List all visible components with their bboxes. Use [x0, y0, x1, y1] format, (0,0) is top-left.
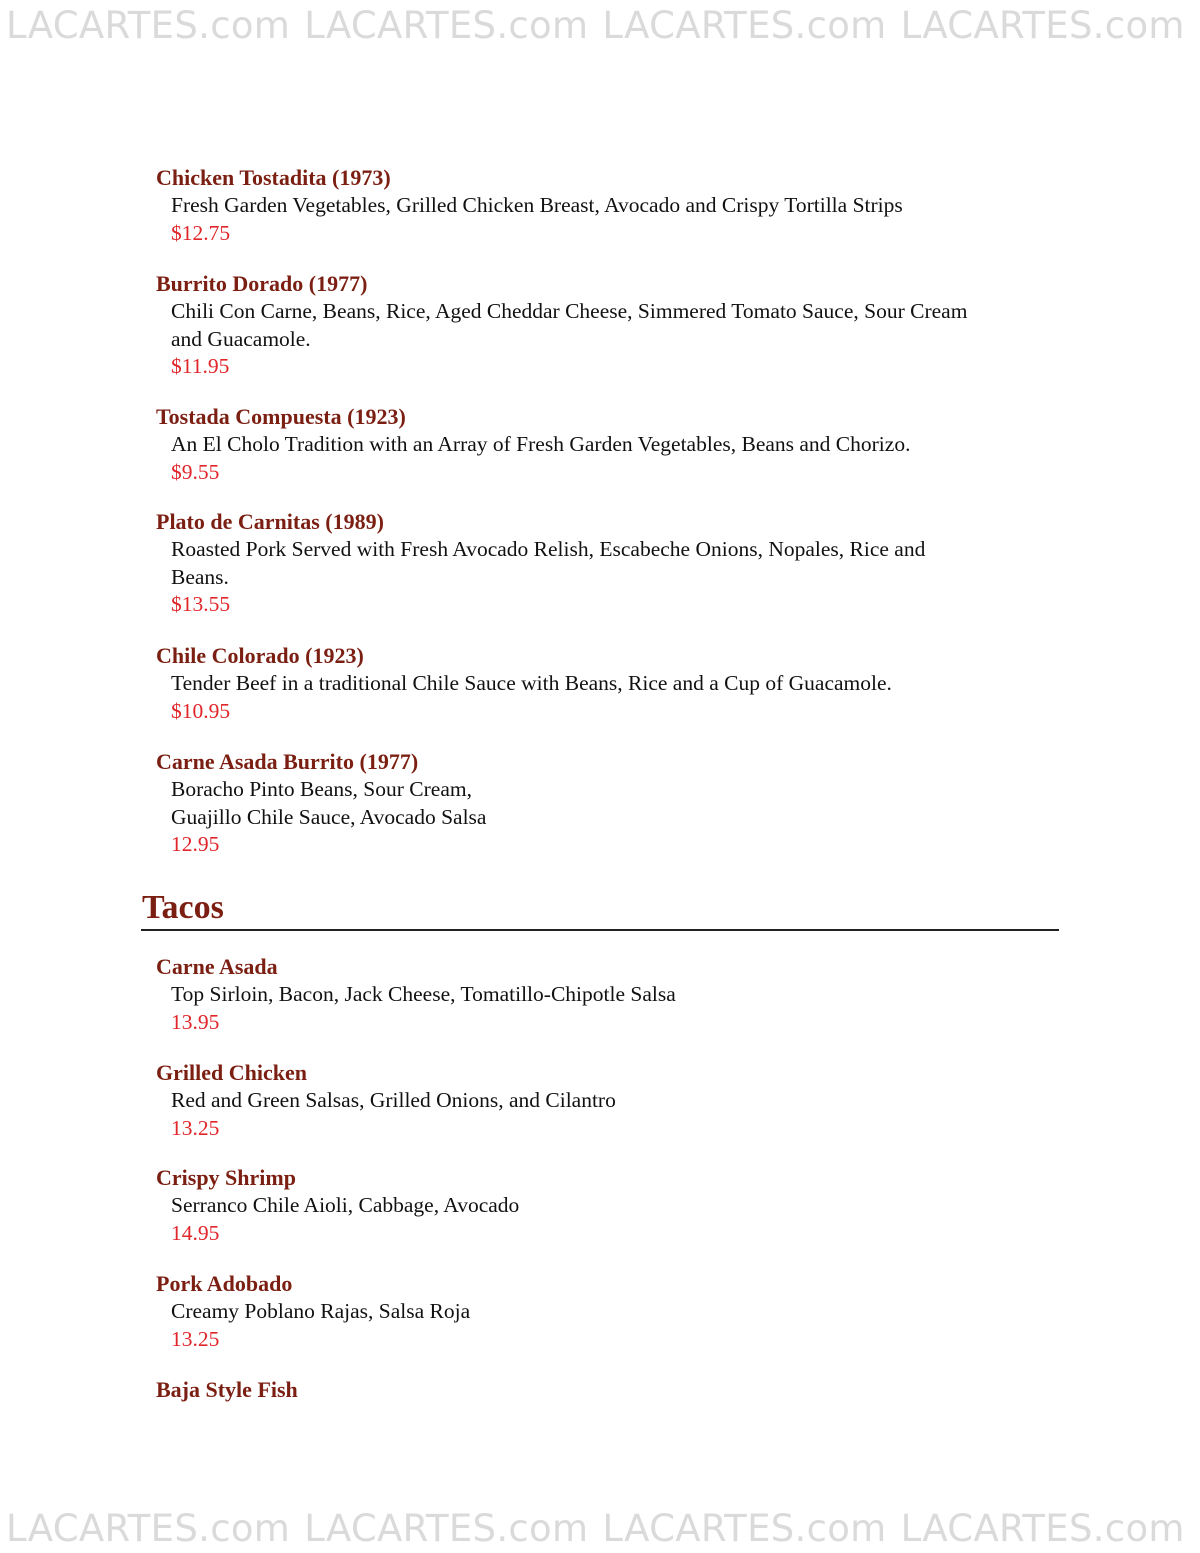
item-description-line-1: Boracho Pinto Beans, Sour Cream,	[171, 777, 472, 801]
item-name: Grilled Chicken	[156, 1060, 307, 1085]
item-price: 14.95	[171, 1220, 220, 1245]
item-name: Carne Asada Burrito (1977)	[156, 749, 419, 774]
menu-item-burrito-dorado	[156, 270, 1056, 381]
menu-item-taco-baja-style-fish	[156, 1376, 1056, 1404]
menu-item-taco-crispy-shrimp	[156, 1164, 1056, 1247]
watermark-top: LACARTES.com LACARTES.com LACARTES.com LACARTES.com	[6, 7, 1185, 44]
item-name: Burrito Dorado (1977)	[156, 271, 368, 296]
item-name: Crispy Shrimp	[156, 1165, 296, 1190]
menu-item-plato-de-carnitas	[156, 508, 1056, 619]
menu-item-taco-pork-adobado	[156, 1270, 1056, 1353]
item-name: Chile Colorado (1923)	[156, 643, 364, 668]
menu-item-taco-carne-asada	[156, 953, 1056, 1036]
item-name: Pork Adobado	[156, 1271, 293, 1296]
item-description: Tender Beef in a traditional Chile Sauce with Beans, Rice and a Cup of Guacamole.	[171, 671, 892, 695]
item-price: $13.55	[171, 592, 231, 616]
item-name: Baja Style Fish	[156, 1377, 298, 1402]
item-price: $11.95	[171, 354, 230, 378]
item-description-line-2: Guajillo Chile Sauce, Avocado Salsa	[171, 804, 487, 829]
item-description-line-1: Roasted Pork Served with Fresh Avocado Relish, Escabeche Onions, Nopales, Rice and	[171, 537, 926, 561]
item-price: 13.25	[171, 1115, 220, 1140]
item-price: 13.95	[171, 1009, 220, 1034]
item-description-line-2: Beans.	[171, 564, 229, 589]
menu-item-carne-asada-burrito	[156, 748, 1056, 859]
item-price: $9.55	[171, 459, 220, 484]
item-description-line-2: and Guacamole.	[171, 326, 311, 351]
item-name: Plato de Carnitas (1989)	[156, 509, 384, 534]
item-price: $12.75	[171, 220, 231, 245]
item-price: 12.95	[171, 832, 220, 856]
menu-item-taco-grilled-chicken	[156, 1059, 1056, 1142]
item-name: Carne Asada	[156, 954, 278, 979]
item-price: 13.25	[171, 1326, 220, 1351]
item-description: Creamy Poblano Rajas, Salsa Roja	[171, 1299, 471, 1323]
item-price: $10.95	[171, 698, 231, 723]
item-name: Tostada Compuesta (1923)	[156, 404, 406, 429]
section-title-tacos: Tacos	[142, 889, 224, 926]
item-description: Serranco Chile Aioli, Cabbage, Avocado	[171, 1193, 520, 1217]
menu-item-chicken-tostadita	[156, 164, 1056, 247]
item-description: An El Cholo Tradition with an Array of Fresh Garden Vegetables, Beans and Chorizo.	[171, 432, 911, 456]
watermark-bottom: LACARTES.com LACARTES.com LACARTES.com LACARTES.com	[6, 1510, 1185, 1547]
section-divider	[141, 929, 1059, 931]
item-description-line-1: Chili Con Carne, Beans, Rice, Aged Cheddar Cheese, Simmered Tomato Sauce, Sour Cream	[171, 299, 968, 323]
item-description: Fresh Garden Vegetables, Grilled Chicken Breast, Avocado and Crispy Tortilla Strips	[171, 193, 903, 217]
item-description: Red and Green Salsas, Grilled Onions, and Cilantro	[171, 1088, 616, 1112]
menu-item-tostada-compuesta	[156, 403, 1056, 486]
item-name: Chicken Tostadita (1973)	[156, 165, 391, 190]
item-description: Top Sirloin, Bacon, Jack Cheese, Tomatillo-Chipotle Salsa	[171, 982, 676, 1006]
menu-item-chile-colorado	[156, 642, 1056, 725]
